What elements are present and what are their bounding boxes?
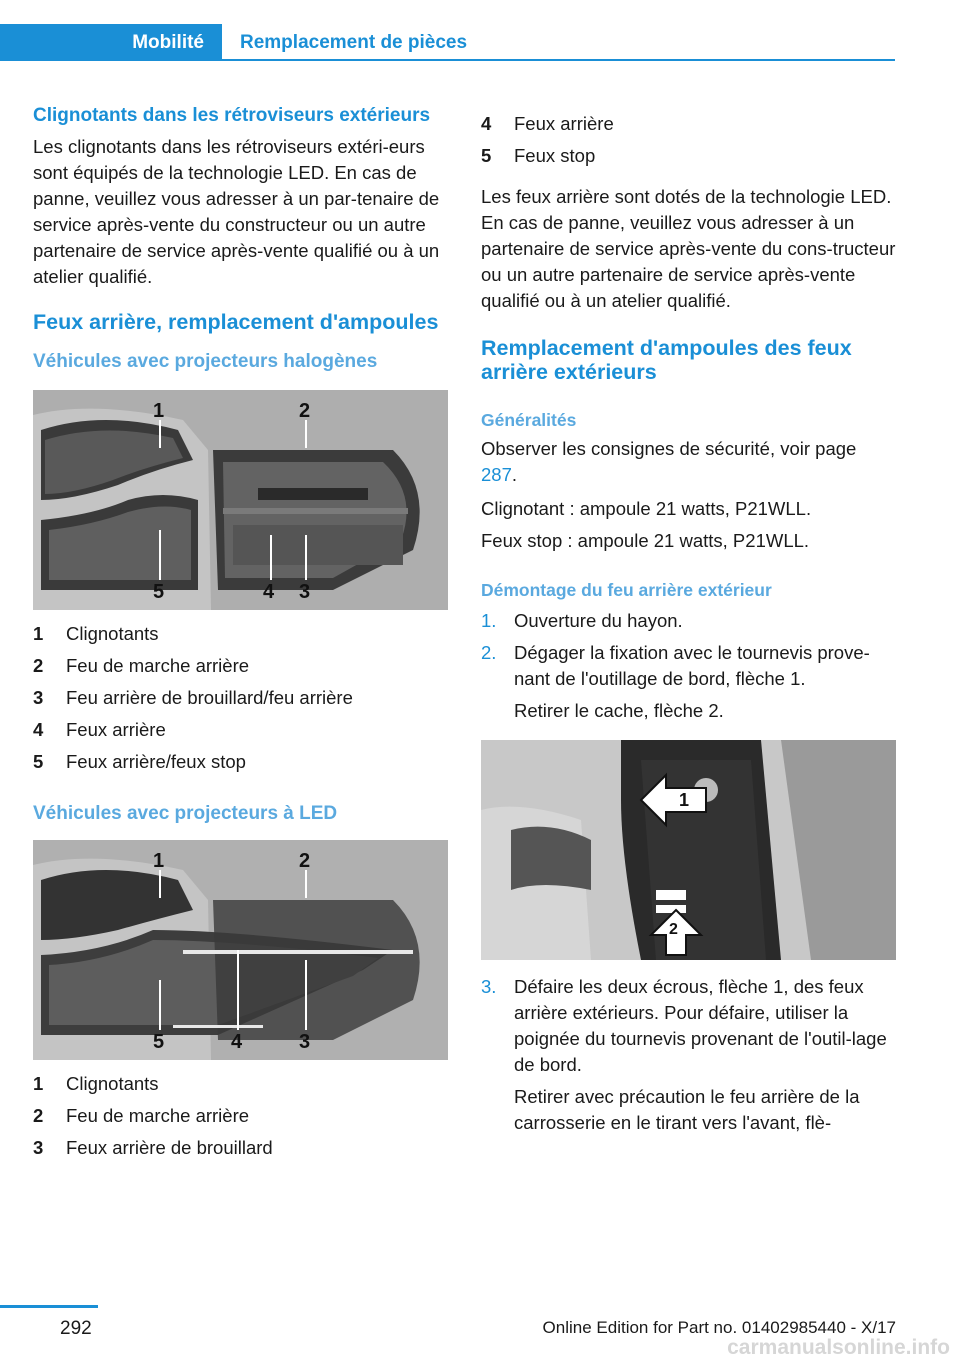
list-item: 3 Feux arrière de brouillard — [33, 1137, 273, 1158]
replace-bulbs-heading: Remplacement d'ampoules des feux arrière extérieurs — [481, 336, 852, 384]
list-item: 2. Dégager la fixation avec le tournevis prove-nant de l'outillage de bord, flèche 1. Retirer le cache, flèche 2. — [481, 642, 870, 721]
callout-5: 5 — [153, 581, 165, 603]
trunk-trim-figure — [481, 740, 896, 960]
general-heading: Généralités — [481, 410, 577, 430]
led-taillight-figure — [33, 840, 448, 1060]
page-number: 292 — [60, 1318, 92, 1339]
list-item: 1. Ouverture du hayon. — [481, 610, 683, 631]
edition-text: Online Edition for Part no. 01402985440 - X/17 — [542, 1318, 896, 1337]
header-rule — [222, 59, 895, 61]
list-item: 3 Feu arrière de brouillard/feu arrière — [33, 687, 353, 708]
rear-lights-heading: Feux arrière, remplacement d'ampoules — [33, 310, 439, 334]
list-item: 1 Clignotants — [33, 1073, 159, 1094]
led-legend-continued — [481, 108, 896, 172]
right-column — [481, 108, 896, 1136]
callout-3: 3 — [299, 581, 311, 603]
list-item: 4 Feux arrière — [481, 113, 614, 134]
callout-1: 1 — [153, 850, 165, 872]
subsection-tab: Remplacement de pièces — [240, 32, 468, 53]
mirror-blinker-text: Les clignotants dans les rétroviseurs extéri-eurs sont équipés de la technologie LED. En cas de panne, veuillez vous adresser à un par-tenaire de service après-vente du constructeur ou un autre partenaire de service après-vente qualifié ou à un atelier qualifié. — [33, 136, 440, 287]
page-reference-link[interactable]: 287 — [481, 464, 512, 485]
list-item: 4 Feux arrière — [33, 719, 166, 740]
arrow-label-2: 2 — [669, 921, 678, 938]
callout-2: 2 — [299, 400, 311, 422]
callout-3: 3 — [299, 1031, 311, 1053]
mirror-blinker-heading: Clignotants dans les rétroviseurs extérieurs — [33, 105, 431, 126]
list-item: 5 Feux stop — [481, 145, 596, 166]
halogen-heading: Véhicules avec projecteurs halogènes — [33, 351, 378, 372]
led-rear-text: Les feux arrière sont dotés de la technologie LED. En cas de panne, veuillez vous adresser à un partenaire de service après-vente du cons-tructeur ou un autre partenaire de service après-vente qualifié ou à un atelier qualifié. — [481, 186, 896, 311]
halogen-taillight-figure — [33, 390, 448, 610]
running-header — [0, 24, 895, 64]
arrow-label-1: 1 — [679, 790, 690, 810]
dismount-heading: Démontage du feu arrière extérieur — [481, 580, 772, 600]
callout-5: 5 — [153, 1031, 165, 1053]
footer-rule — [0, 1305, 98, 1308]
watermark: carmanualsonline.info — [727, 1336, 950, 1359]
led-heading: Véhicules avec projecteurs à LED — [33, 803, 338, 824]
callout-4: 4 — [231, 1031, 243, 1053]
callout-1: 1 — [153, 400, 165, 422]
list-item: 3. Défaire les deux écrous, flèche 1, des feux arrière extérieurs. Pour défaire, utiliser la poignée du tournevis provenant de l'outil-lage de bord. Retirer avec précaution le feu arrière de la carrosserie en le tirant vers l'avant, flè- — [481, 976, 887, 1133]
list-item: 5 Feux arrière/feux stop — [33, 751, 246, 772]
list-item: 1 Clignotants — [33, 623, 159, 644]
halogen-legend — [33, 618, 448, 778]
left-column — [33, 104, 448, 1164]
blinker-spec: Clignotant : ampoule 21 watts, P21WLL. — [481, 498, 812, 519]
dismount-steps — [481, 608, 896, 724]
list-item: 2 Feu de marche arrière — [33, 655, 250, 676]
general-text: Observer les consignes de sécurité, voir page 287. — [481, 438, 857, 485]
list-item: 2 Feu de marche arrière — [33, 1105, 250, 1126]
brake-spec: Feux stop : ampoule 21 watts, P21WLL. — [481, 530, 810, 551]
callout-4: 4 — [263, 581, 275, 603]
dismount-steps-continued — [481, 974, 896, 1136]
section-tab: Mobilité — [0, 24, 222, 61]
callout-2: 2 — [299, 850, 311, 872]
led-legend — [33, 1068, 448, 1164]
